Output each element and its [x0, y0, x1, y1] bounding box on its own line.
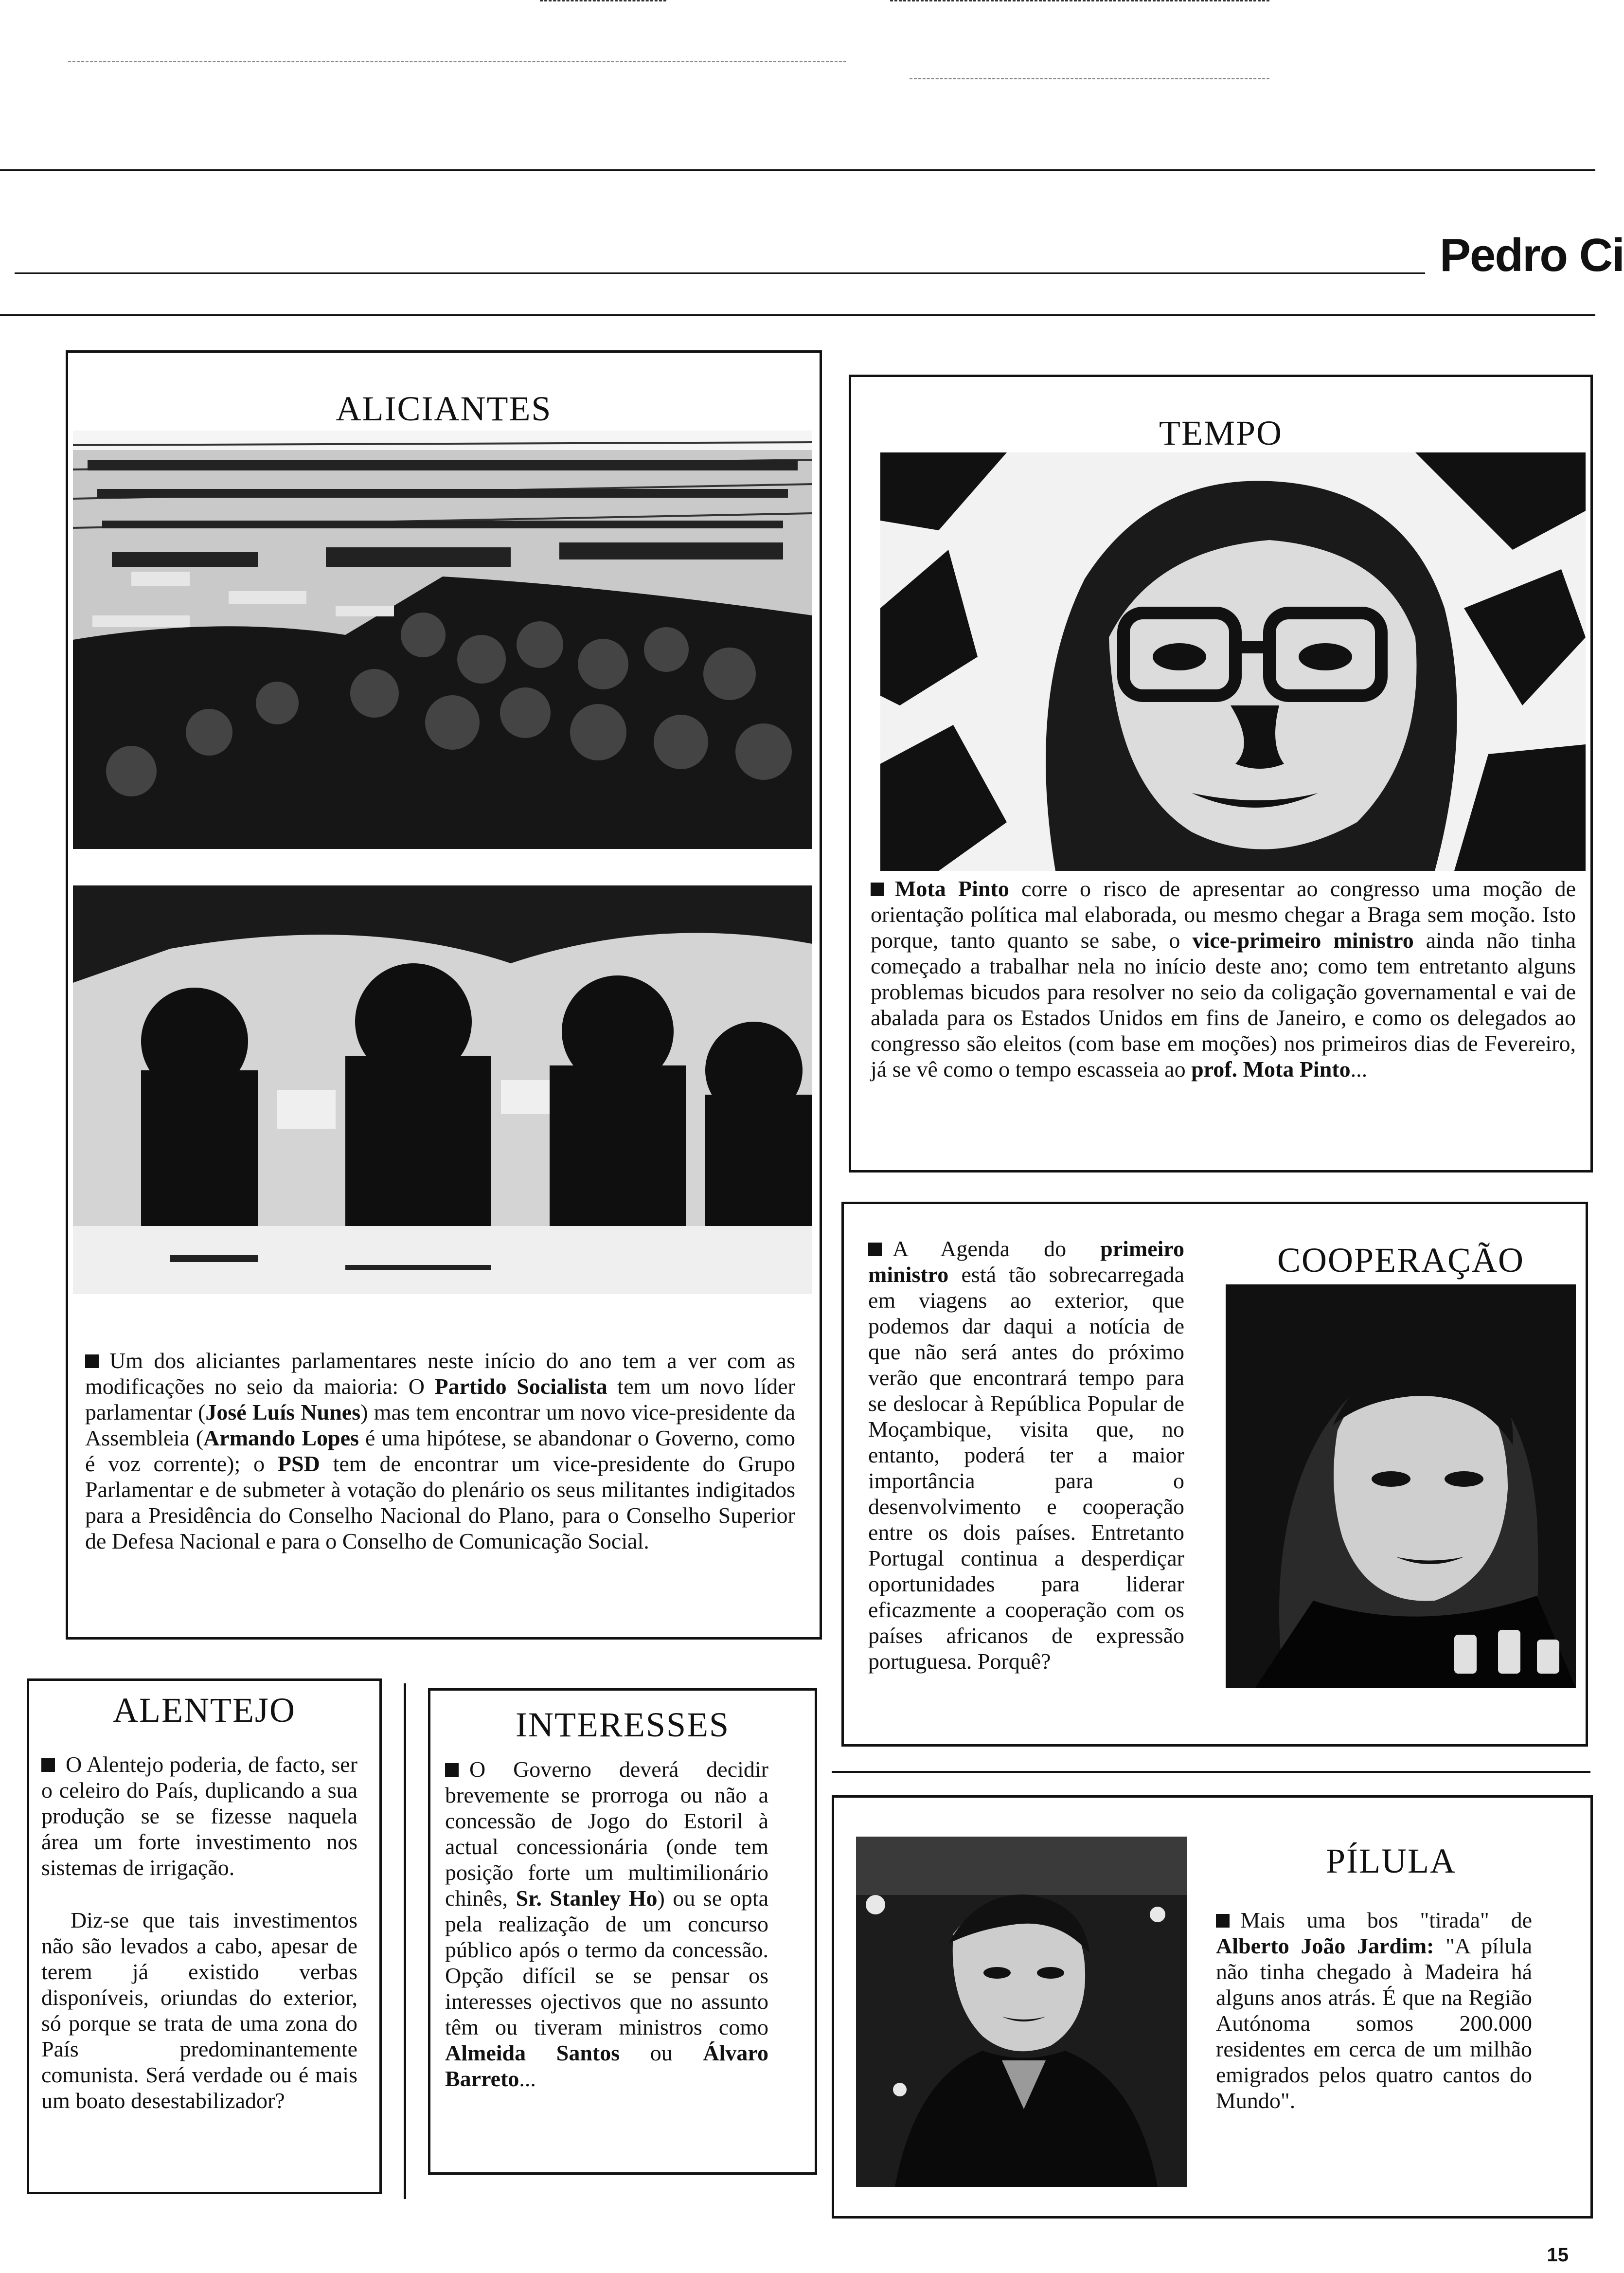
- bullet-icon: [445, 1763, 459, 1777]
- header-rule-left: [15, 272, 1425, 274]
- cooperacao-title: COOPERAÇÃO: [1277, 1241, 1525, 1280]
- pilula-text: Mais uma bos "tirada" de Alberto João Jardim: "A pílula não tinha chegado à Madeira há alguns anos atrás. É que na Região Autónoma somos 200.000 residentes em cerca de um milhão emigrados pelos quatro cantos do Mundo".: [1216, 1908, 1532, 2113]
- cooperacao-text: A Agenda do primeiro ministro está tão sobrecarregada em viagens ao exterior, que podemos dar daqui a notícia de que não será antes do próximo verão que encontrará tempo para se deslocar à República Popular de Moçambique, visita que, no entanto, poderá ter a maior importância para o desenvolvimento e cooperação entre os dois países. Entretanto Portugal continua a desperdiçar oportunidades para liderar eficazmente a cooperação com os países africanos de expressão portuguesa. Porquê?: [868, 1236, 1184, 1674]
- pilula-rule-top: [832, 1771, 1590, 1773]
- author-name: Pedro Ci: [1440, 229, 1624, 281]
- column-divider: [404, 1683, 406, 2199]
- aliciantes-text: Um dos aliciantes parlamentares neste início do ano tem a ver com as modificações no seio da maioria: O Partido Socialista tem um novo líder parlamentar (José Luís Nunes) mas tem encontrar um novo vice-presidente da Assembleia (Armando Lopes é uma hipótese, se abandonar o Governo, como é voz corrente); o PSD tem de encontrar um vice-presidente do Grupo Parlamentar e de submeter à votação do plenário os seus militantes indigitados para a Presidência do Conselho Nacional do Plano, para o Conselho Superior de Defesa Nacional e para o Conselho de Comunicação Social.: [85, 1348, 795, 1553]
- alentejo-paragraph-2: Diz-se que tais investimentos não são levados a cabo, apesar de terem já existido verbas disponíveis, oriundas do exterior, só porque se trata de uma zona do País predominantemente comunista. Será verdade ou é mais um boato desestabilizador?: [41, 1908, 357, 2113]
- top-scan-dashes: [910, 78, 1269, 79]
- header-rule-top: [0, 169, 1595, 171]
- pilula-title: PÍLULA: [1326, 1841, 1456, 1880]
- top-scan-mark: [890, 0, 1269, 1]
- top-scan-mark: [540, 0, 666, 1]
- page-number: 15: [1547, 2244, 1569, 2266]
- aliciantes-title: ALICIANTES: [336, 389, 552, 428]
- bullet-icon: [1216, 1914, 1230, 1928]
- header-rule-bottom: [0, 314, 1595, 316]
- bullet-icon: [41, 1758, 55, 1772]
- tempo-text: Mota Pinto corre o risco de apresentar ao congresso uma moção de orientação política mal elaborada, ou mesmo chegar a Braga sem moção. Isto porque, tanto quanto se sabe, o vice-primeiro ministro ainda não tinha começado a trabalhar nela no início deste ano; como tem entretanto alguns problemas bicudos para resolver no seio da coligação governamental e vai de abalada para os Estados Unidos em fins de Janeiro, e como os delegados ao congresso são eleitos (com base em moções) nos primeiros dias de Fevereiro, já se vê como o tempo escasseia ao prof. Mota Pinto...: [871, 876, 1576, 1082]
- top-scan-dashes: [68, 61, 846, 62]
- tempo-title: TEMPO: [1159, 414, 1283, 452]
- bullet-icon: [868, 1243, 882, 1256]
- bullet-icon: [85, 1354, 99, 1368]
- alentejo-title: ALENTEJO: [113, 1691, 296, 1730]
- parliament-chamber-photo: [73, 431, 812, 849]
- mota-pinto-portrait-photo: [880, 452, 1586, 871]
- interesses-text: O Governo deverá decidir brevemente se prorroga ou não a concessão de Jogo do Estoril à actual concessionária (onde tem posição forte um multimilionário chinês, Sr. Stanley Ho) ou se opta pela realização de um concurso público após o termo da concessão. Opção difícil se se pensar os interesses ojectivos que no assunto têm ou tiveram ministros como Almeida Santos ou Álvaro Barreto...: [445, 1757, 768, 2091]
- alentejo-paragraph-1: O Alentejo poderia, de facto, ser o celeiro do País, duplicando a sua produção se se fizesse naquela área um forte investimento nos sistemas de irrigação.: [41, 1752, 357, 1880]
- alberto-joao-jardim-photo: [856, 1837, 1187, 2187]
- bullet-icon: [871, 883, 884, 896]
- parliament-members-photo: [73, 885, 812, 1294]
- prime-minister-portrait-photo: [1226, 1284, 1576, 1688]
- interesses-title: INTERESSES: [515, 1705, 730, 1744]
